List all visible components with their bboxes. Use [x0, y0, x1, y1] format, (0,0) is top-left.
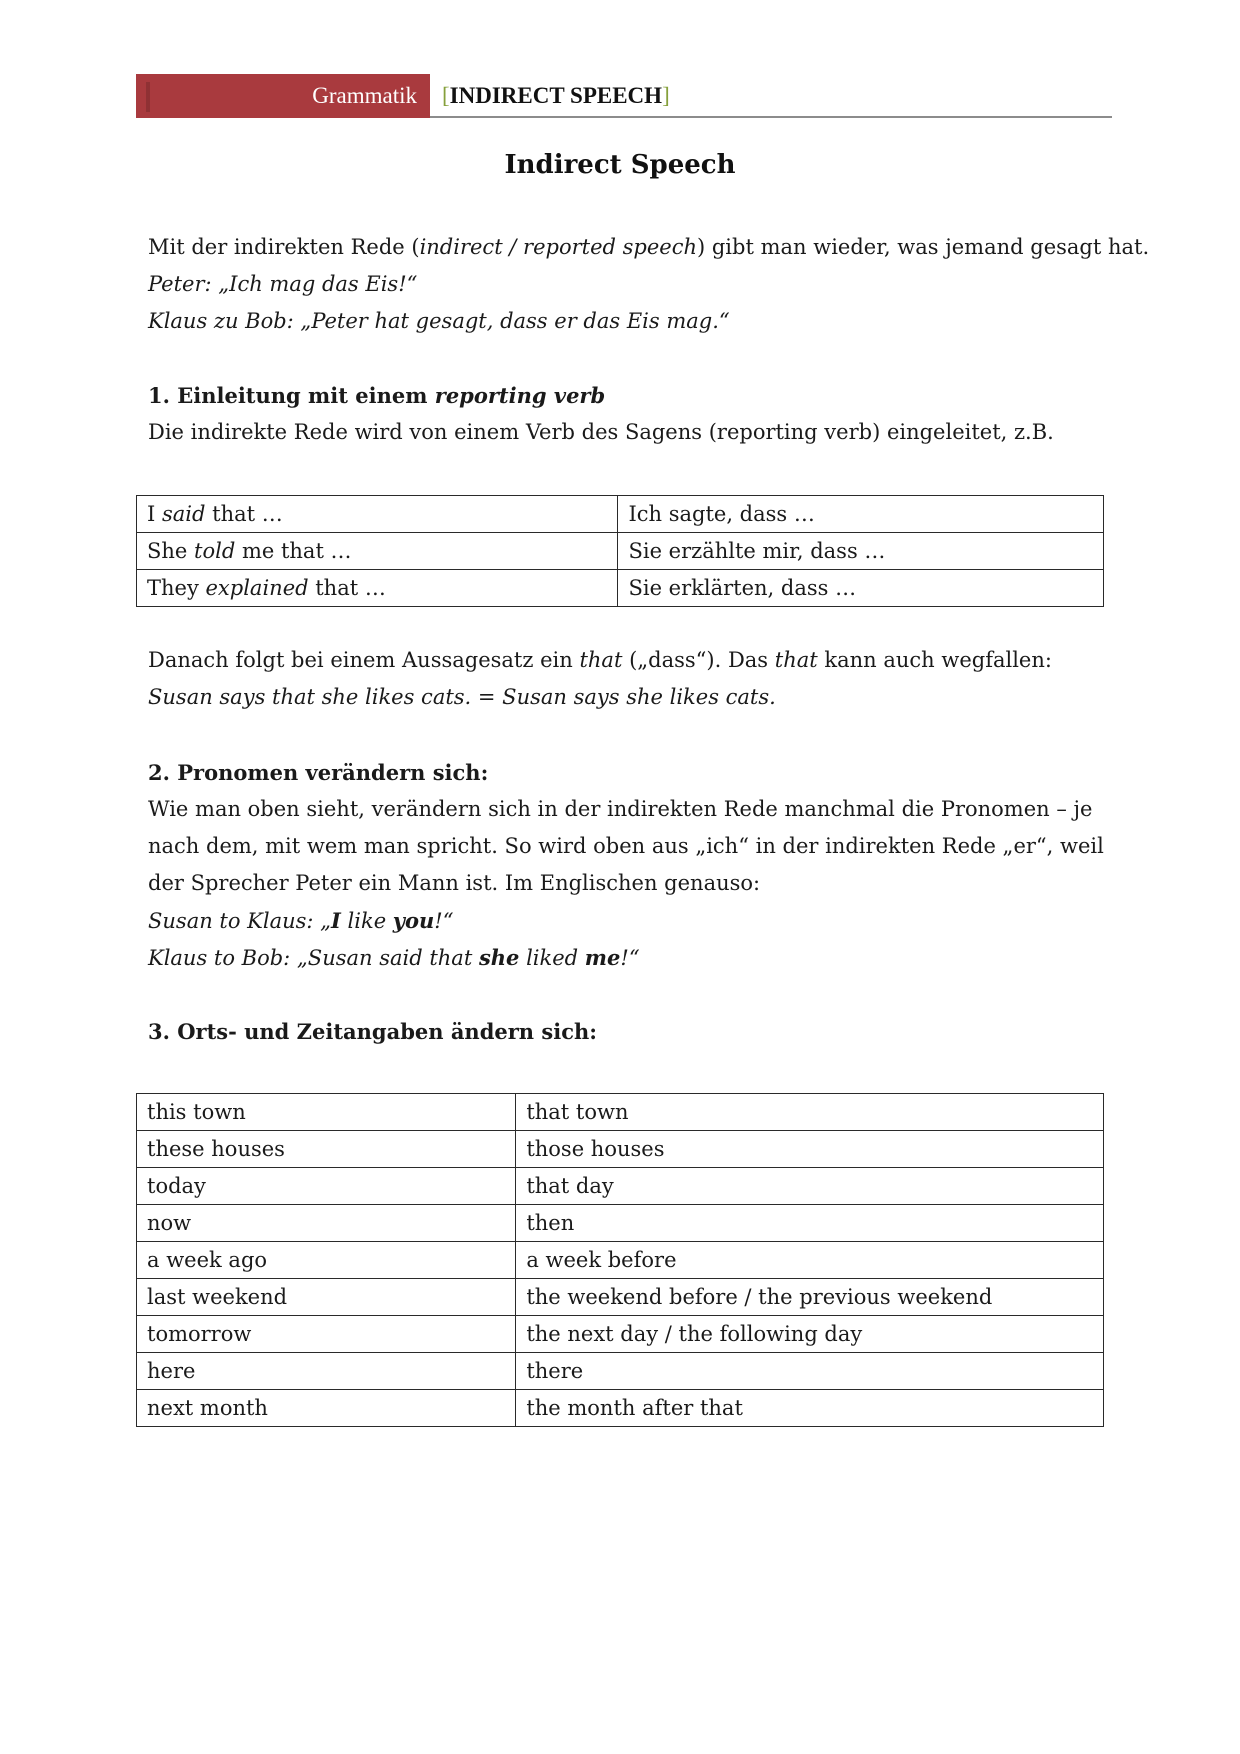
time-place-table: [136, 1093, 1104, 1427]
section2-text-3: der Sprecher Peter ein Mann ist. Im Englischen genauso:: [148, 871, 761, 895]
table-row: [137, 1205, 1104, 1242]
page-title: Indirect Speech: [504, 150, 736, 180]
indirect-speech-cell: then: [516, 1205, 1104, 1242]
ex1-part: Susan to Klaus: „: [148, 909, 332, 933]
indirect-speech-cell: the next day / the following day: [516, 1316, 1104, 1353]
direct-speech-cell: these houses: [137, 1131, 516, 1168]
reporting-verb: told: [194, 539, 236, 563]
header-rule: [430, 116, 1112, 118]
direct-speech-cell: last weekend: [137, 1279, 516, 1316]
header-section-label: Grammatik: [136, 74, 430, 118]
ex2-part: Klaus to Bob: „Susan said that: [148, 946, 479, 970]
header-title: [442, 74, 670, 118]
header-title-text: INDIRECT SPEECH: [449, 83, 663, 108]
ex2-pronoun-me: me: [584, 945, 621, 970]
section1-text: Die indirekte Rede wird von einem Verb des Sagens (reporting verb) eingeleitet, z.B.: [148, 420, 1054, 444]
ex1-part-2: like: [340, 909, 393, 933]
reporting-text: me that …: [235, 539, 352, 563]
section1-heading-text: 1. Einleitung mit einem: [148, 383, 435, 408]
direct-speech-cell: next month: [137, 1390, 516, 1427]
section2-text-1: Wie man oben sieht, verändern sich in der indirekten Rede manchmal die Pronomen – je: [148, 797, 1093, 821]
indirect-speech-cell: the weekend before / the previous weekend: [516, 1279, 1104, 1316]
ex2-part-2: liked: [519, 946, 585, 970]
intro-example-2: Klaus zu Bob: „Peter hat gesagt, dass er das Eis mag.“: [148, 309, 730, 333]
reporting-english-cell: [137, 533, 618, 570]
reporting-text: that …: [308, 576, 386, 600]
reporting-english-cell: [137, 570, 618, 607]
intro-text: Mit der indirekten Rede (: [148, 235, 420, 259]
after-table-text: Danach folgt bei einem Aussagesatz ein: [148, 648, 580, 672]
reporting-text: She: [147, 539, 195, 563]
indirect-speech-cell: there: [516, 1353, 1104, 1390]
direct-speech-cell: this town: [137, 1094, 516, 1131]
table-row: [137, 1094, 1104, 1131]
indirect-speech-cell: that day: [516, 1168, 1104, 1205]
table-row: [137, 1353, 1104, 1390]
table-row: [137, 1390, 1104, 1427]
page-header: [136, 74, 1112, 120]
after-table-that-1: that: [579, 648, 623, 672]
direct-speech-cell: today: [137, 1168, 516, 1205]
section1-heading-term: reporting verb: [434, 383, 606, 408]
table-row: [137, 1279, 1104, 1316]
reporting-german-cell: Sie erklärten, dass …: [618, 570, 1104, 607]
reporting-german-cell: Ich sagte, dass …: [618, 496, 1104, 533]
section2-example-1: [148, 908, 453, 933]
after-table-text-3: kann auch wegfallen:: [817, 648, 1052, 672]
header-bracket-close: ]: [662, 83, 670, 108]
intro-term: indirect / reported speech: [419, 235, 697, 259]
reporting-text: I: [147, 502, 162, 526]
ex1-part-3: !“: [434, 909, 454, 933]
reporting-english-cell: [137, 496, 618, 533]
section3-heading: 3. Orts- und Zeitangaben ändern sich:: [148, 1019, 597, 1044]
reporting-verb-table: [136, 495, 1104, 607]
ex1-pronoun-you: you: [392, 908, 435, 933]
reporting-verb: said: [161, 502, 206, 526]
reporting-text: They: [147, 576, 206, 600]
section1-heading: [148, 383, 605, 408]
reporting-verb: explained: [205, 576, 309, 600]
intro-example-1: Peter: „Ich mag das Eis!“: [148, 272, 418, 296]
intro-text-end: ) gibt man wieder, was jemand gesagt hat.: [697, 235, 1150, 259]
table-row: [137, 496, 1104, 533]
after-table-text-2: („dass“). Das: [622, 648, 775, 672]
table-row: [137, 1316, 1104, 1353]
indirect-speech-cell: those houses: [516, 1131, 1104, 1168]
table-row: [137, 1168, 1104, 1205]
indirect-speech-cell: the month after that: [516, 1390, 1104, 1427]
after-table-that-2: that: [774, 648, 818, 672]
table-row: [137, 1242, 1104, 1279]
direct-speech-cell: tomorrow: [137, 1316, 516, 1353]
table-row: [137, 1131, 1104, 1168]
after-table-example: Susan says that she likes cats. = Susan says she likes cats.: [148, 685, 776, 709]
direct-speech-cell: a week ago: [137, 1242, 516, 1279]
ex2-part-3: !“: [620, 946, 640, 970]
header-bracket-open: [: [442, 83, 450, 108]
direct-speech-cell: here: [137, 1353, 516, 1390]
table-row: [137, 533, 1104, 570]
table-row: [137, 570, 1104, 607]
reporting-german-cell: Sie erzählte mir, dass …: [618, 533, 1104, 570]
after-table-line: [148, 648, 1052, 672]
intro-line: [148, 235, 1149, 259]
direct-speech-cell: now: [137, 1205, 516, 1242]
reporting-text: that …: [205, 502, 283, 526]
section2-heading: 2. Pronomen verändern sich:: [148, 760, 489, 785]
indirect-speech-cell: a week before: [516, 1242, 1104, 1279]
ex2-pronoun-she: she: [478, 945, 520, 970]
ex1-pronoun-i: I: [331, 908, 341, 933]
section2-example-2: [148, 945, 640, 970]
section2-text-2: nach dem, mit wem man spricht. So wird oben aus „ich“ in der indirekten Rede „er“, weil: [148, 834, 1104, 858]
indirect-speech-cell: that town: [516, 1094, 1104, 1131]
